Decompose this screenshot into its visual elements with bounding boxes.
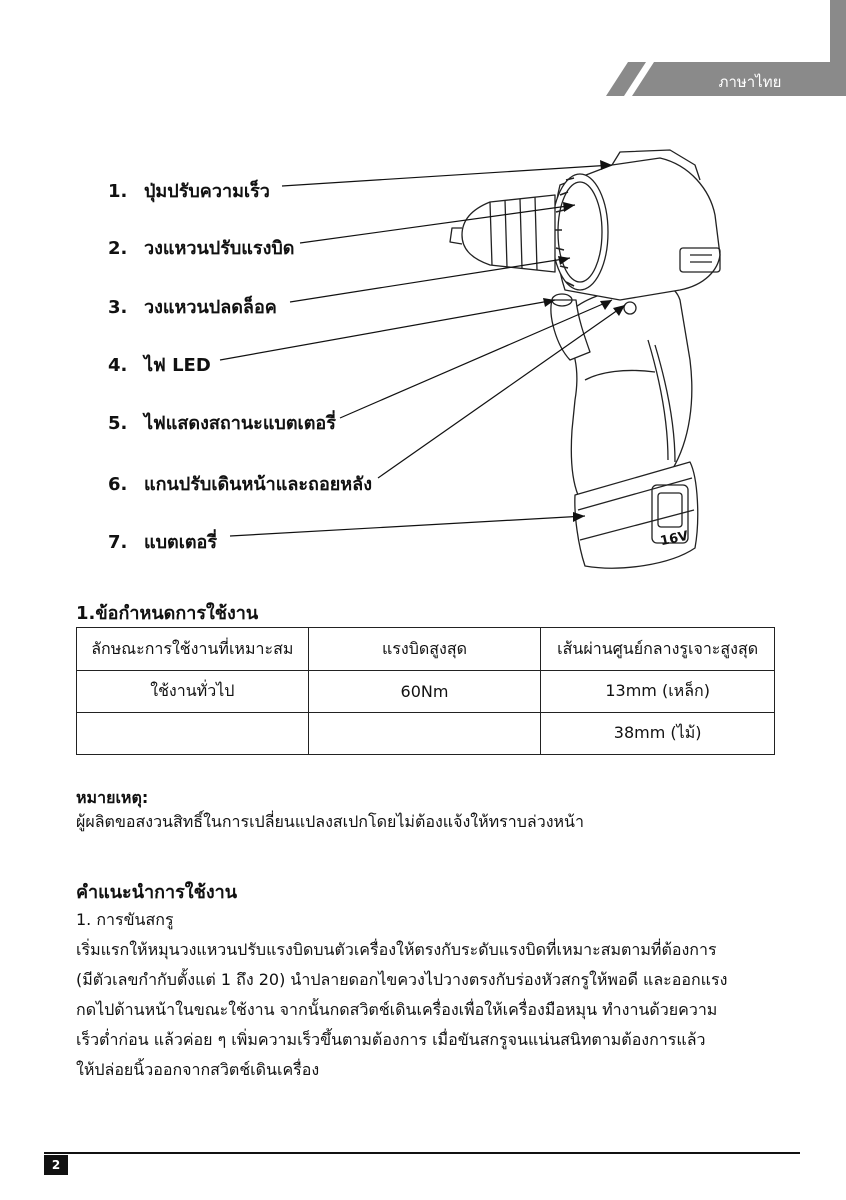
table-cell [77,713,309,755]
footer-rule [44,1152,800,1154]
table-header-cell: แรงบิดสูงสุด [308,628,541,671]
table-header-row [77,628,775,671]
part-number: 5. [108,413,128,434]
paragraph-line: เร็วต่ำก่อน แล้วค่อย ๆ เพิ่มความเร็วขึ้นตามต้องการ เมื่อขันสกรูจนแน่นสนิทตามต้องการแล้ว [76,1030,706,1049]
part-label: แกนปรับเดินหน้าและถอยหลัง [144,474,372,495]
note-title: หมายเหตุ: [76,788,149,807]
torque-ring [552,174,608,290]
paragraph-line: (มีตัวเลขกำกับตั้งแต่ 1 ถึง 20) นำปลายดอกไขควงไปวางตรงกับร่องหัวสกรูให้พอดี และออกแรง [76,970,728,989]
page-number: 2 [44,1155,68,1175]
part-label: ปุ่มปรับความเร็ว [144,181,270,202]
battery-voltage-label: 16V [659,528,690,550]
part-number: 7. [108,532,128,553]
table-row [77,671,775,713]
paragraph-line: เริ่มแรกให้หมุนวงแหวนปรับแรงบิดบนตัวเครื่องให้ตรงกับระดับแรงบิดที่เหมาะสมตามที่ต้องการ [76,940,717,959]
part-number: 4. [108,355,128,376]
part-number: 6. [108,474,128,495]
drill-handle [560,283,692,498]
table-cell: ใช้งานทั่วไป [77,671,309,713]
paragraph-line: ให้ปล่อยนิ้วออกจากสวิตช์เดินเครื่อง [76,1060,320,1079]
table-row [77,713,775,755]
table-header-cell: ลักษณะการใช้งานที่เหมาะสม [77,628,309,671]
part-number: 2. [108,238,128,259]
usage-title: คำแนะนำการใช้งาน [76,882,238,903]
table-cell [308,713,541,755]
table-cell: 60Nm [308,671,541,713]
table-cell: 38mm (ไม้) [541,713,775,755]
language-label: ภาษาไทย [718,73,782,91]
part-label: แบตเตอรี่ [144,532,218,553]
part-number: 3. [108,297,128,318]
part-number: 1. [108,181,128,202]
drill-chuck [462,195,555,272]
part-label: วงแหวนปรับแรงบิด [144,238,295,259]
part-label: วงแหวนปลดล็อค [144,297,277,318]
part-label: ไฟ LED [144,355,211,376]
table-header-cell: เส้นผ่านศูนย์กลางรูเจาะสูงสุด [541,628,775,671]
step-title: 1. การขันสกรู [76,910,174,929]
paragraph-line: กดไปด้านหน้าในขณะใช้งาน จากนั้นกดสวิตช์เดินเครื่องเพื่อให้เครื่องมือหมุน ทำงานด้วยความ [76,1000,718,1019]
note-text: ผู้ผลิตขอสงวนสิทธิ์ในการเปลี่ยนแปลงสเปกโดยไม่ต้องแจ้งให้ทราบล่วงหน้า [76,812,584,831]
specs-title: 1.ข้อกำหนดการใช้งาน [76,603,259,624]
table-cell: 13mm (เหล็ก) [541,671,775,713]
specs-table [76,627,775,755]
part-label: ไฟแสดงสถานะแบตเตอรี่ [144,413,336,434]
